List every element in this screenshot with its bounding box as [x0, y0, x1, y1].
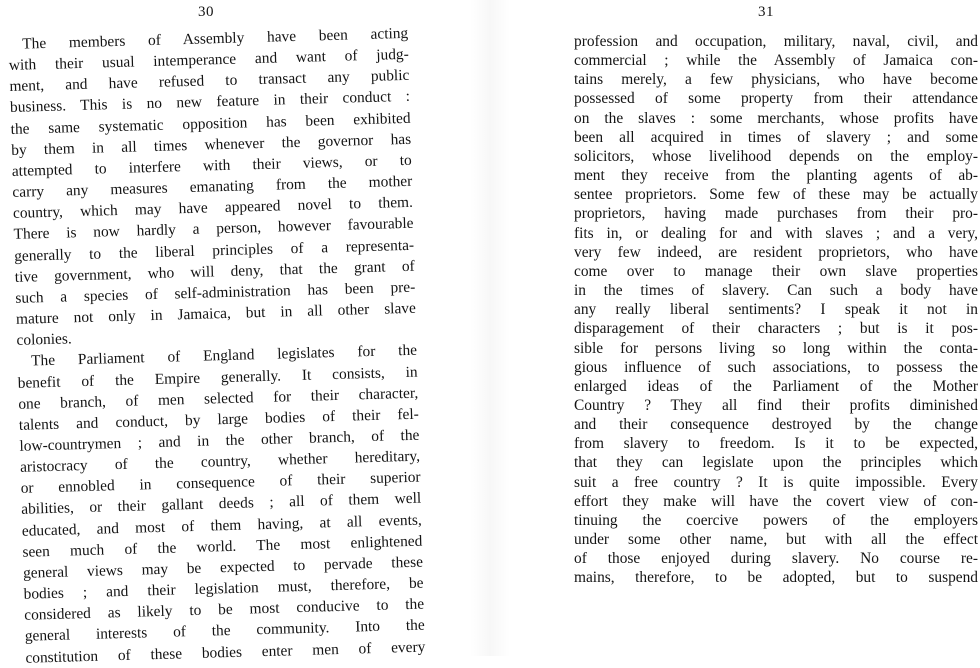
text-line: been all acquired in times of slavery ; and some	[574, 128, 978, 146]
text-line: with their usual intemperance and want of judg-	[8, 45, 409, 75]
text-line: suit a free country ? It is quite impossible. Every	[574, 473, 978, 491]
text-line: constitution of these bodies enter men of every	[25, 638, 426, 667]
text-line: solicitors, whose livelihood depends on the employ-	[574, 147, 978, 165]
text-line: country, which may have appeared novel to them.	[12, 194, 414, 223]
text-line: commercial ; while the Assembly of Jamaica con-	[574, 52, 978, 70]
text-line: on the slaves : some merchants, whose profits have	[574, 109, 978, 127]
text-line: seen much of the world. The most enlightened	[22, 532, 423, 561]
text-line: effort they make will have the covert view of con-	[574, 492, 978, 510]
text-line: sible for persons living so long within the conta-	[574, 339, 978, 357]
text-line: tive government, who will deny, that the grant of	[14, 257, 415, 286]
right-page-text	[574, 32, 980, 588]
text-line: or ennobled in consequence of their superior	[20, 468, 421, 498]
text-line: one branch, of men selected for their character,	[18, 384, 419, 413]
text-line: The members of Assembly have been acting	[22, 24, 409, 53]
text-line: come over to manage their own slave properties	[574, 262, 978, 280]
text-line: mature not only in Jamaica, but in all other slave	[15, 299, 417, 328]
text-line: the same systematic opposition has been exhibited	[10, 109, 411, 138]
text-line: profession and occupation, military, naval, civil, and	[574, 33, 978, 50]
text-line: attempted to interfere with their views, or to	[11, 151, 412, 180]
page-number: 30	[198, 4, 214, 20]
text-line: talents and conduct, by large bodies of their fel-	[18, 405, 420, 434]
text-line: proprietors, having made purchases from their pro-	[574, 205, 978, 223]
text-line: ment, and have refused to transact any public	[9, 67, 410, 96]
text-line: disparagement of their characters ; but is it pos-	[574, 320, 978, 338]
text-line: general interests of the community. Into the	[24, 616, 425, 646]
text-line: in the times of slavery. Can such a body have	[574, 282, 978, 300]
text-line: There is now hardly a person, however favourable	[13, 215, 414, 244]
text-line: sentee proprietors. Some few of these may be actually	[574, 186, 978, 204]
text-line: such a species of self-administration has been pre-	[15, 278, 416, 307]
text-line: aristocracy of the country, whether hereditary,	[19, 447, 421, 476]
text-line: and their consequence destroyed by the change	[574, 416, 978, 434]
text-line: gious influence of such associations, to possess the	[574, 358, 978, 376]
text-line: tinuing the coercive powers of the employers	[574, 511, 978, 529]
text-line: fits in, or dealing for and with slaves ; and a very,	[574, 224, 978, 242]
text-line: by them in all times whenever the governor has	[11, 130, 412, 159]
text-line: general views may be expected to pervade these	[22, 553, 424, 582]
text-line: that they can legislate upon the principles which	[574, 454, 978, 472]
text-line: of those enjoyed during slavery. No course re-	[574, 550, 978, 568]
text-line: The Parliament of England legislates for the	[30, 342, 418, 370]
text-line: business. This is no new feature in their conduct :	[9, 88, 411, 117]
text-line: enlarged ideas of the Parliament of the Mother	[574, 377, 978, 395]
text-line: educated, and most of them having, at all events,	[21, 511, 422, 540]
text-line: mains, therefore, to be adopted, but to suspend	[574, 569, 978, 587]
right-page	[490, 0, 980, 656]
text-line: abilities, or their gallant deeds ; all of them well	[21, 490, 422, 519]
text-line: colonies.	[16, 330, 72, 350]
text-line: Country ? They all find their profits diminished	[574, 396, 978, 414]
text-line: generally to the liberal principles of a representa-	[13, 236, 415, 265]
text-line: low-countrymen ; and in the other branch, of the	[19, 426, 420, 455]
text-line: very few indeed, are resident proprietors, who have	[574, 243, 978, 261]
text-line: under some other name, but with all the effect	[574, 531, 978, 549]
text-line: benefit of the Empire generally. It consists, in	[17, 363, 418, 392]
text-line: tains merely, a few physicians, who have become	[574, 71, 978, 89]
text-line: ment they receive from the planting agents of ab-	[574, 167, 978, 185]
text-line: carry any measures emanating from the mother	[12, 172, 413, 202]
page-number: 31	[758, 4, 774, 20]
text-line: possessed of some property from their attendance	[574, 90, 978, 108]
left-page-text	[8, 22, 446, 668]
text-line: any really liberal sentiments? I speak it not in	[574, 301, 978, 319]
text-line: considered as likely to be most conducive to the	[24, 595, 425, 624]
left-page	[0, 0, 490, 667]
text-line: bodies ; and their legislation must, therefore, be	[23, 574, 424, 603]
text-line: from slavery to freedom. Is it to be expected,	[574, 435, 978, 453]
